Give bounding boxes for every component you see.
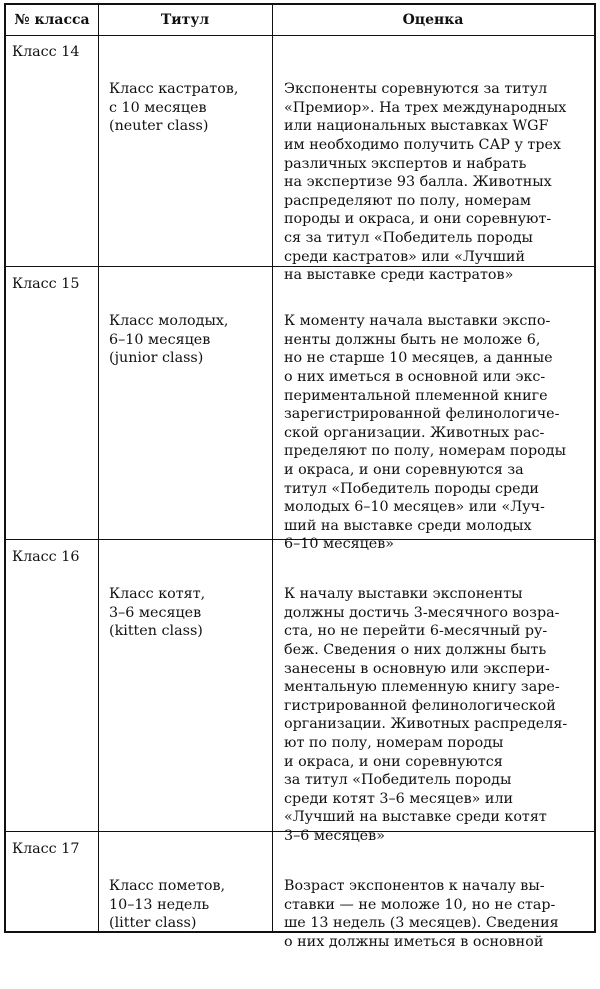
row-15-evaluation: К моменту начала выставки экспо- ненты должны быть не моложе 6, но не старше 10 месяцев, а данные о них иметься в основной или экс- периментальной племенной книге зарегистрированной фелинологиче- ской организации. Животных рас- пределяют по полу, номерам породы и окраса, и они соревнуются за титул «Победитель породы среди молодых 6–10 месяцев» или «Луч- ший на выставке среди молодых 6–10 месяцев» xyxy=(284,313,566,553)
row-14-divider xyxy=(6,266,594,267)
row-16-divider xyxy=(6,831,594,832)
row-15-class: Класс 15 xyxy=(12,276,80,292)
row-17-class: Класс 17 xyxy=(12,841,80,857)
row-17-title: Класс пометов, 10–13 недель (litter class) xyxy=(109,878,226,932)
classes-table xyxy=(4,3,596,950)
row-16-title: Класс котят, 3–6 месяцев (kitten class) xyxy=(109,586,206,640)
header-evaluation: Оценка xyxy=(402,12,464,28)
row-16-class: Класс 16 xyxy=(12,549,80,565)
header-title: Титул xyxy=(160,12,210,28)
row-15-title: Класс молодых, 6–10 месяцев (junior class) xyxy=(109,313,229,367)
row-14-class: Класс 14 xyxy=(12,44,80,60)
row-16-evaluation: К началу выставки экспоненты должны достичь 3-месячного возра- ста, но не перейти 6-месячный ру- беж. Сведения о них должны быть занесены в основную или экспери- ментальную племенную книгу заре- гистрированной фелинологической организации. Животных распределя- ют по полу, номерам породы и окраса, и они соревнуются за титул «Победитель породы среди котят 3–6 месяцев» или «Лучший на выставке среди котят 3–6 месяцев» xyxy=(284,586,568,844)
row-14-evaluation: Экспоненты соревнуются за титул «Премиор». На трех международных или национальных выставках WGF им необходимо получить САР у трех различных экспертов и набрать на экспертизе 93 балла. Животных распределяют по полу, номерам породы и окраса, и они соревнуют- ся за титул «Победитель породы среди кастратов» или «Лучший на выставке среди кастратов» xyxy=(284,81,567,284)
column-divider-2 xyxy=(272,5,273,931)
row-14-title: Класс кастратов, с 10 месяцев (neuter class) xyxy=(109,81,239,135)
header-divider xyxy=(6,35,594,36)
column-divider-1 xyxy=(98,5,99,931)
row-17-evaluation: Возраст экспонентов к началу вы- ставки — не моложе 10, но не стар- ше 13 недель (3 месяцев). Сведения о них должны иметься в основной xyxy=(284,878,559,950)
row-15-divider xyxy=(6,539,594,540)
header-class-number: № класса xyxy=(14,12,90,28)
